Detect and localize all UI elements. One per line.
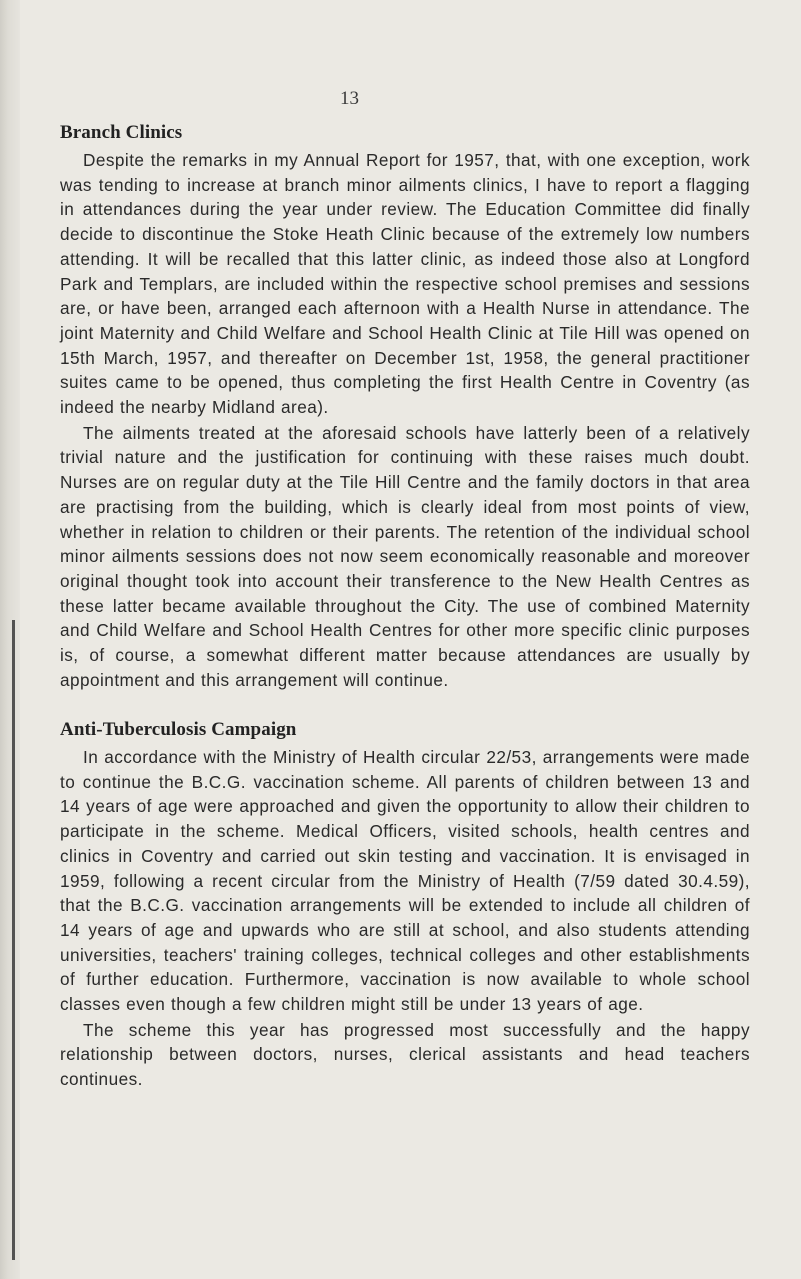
section-heading-anti-tuberculosis: Anti-Tuberculosis Campaign [60,719,297,740]
section-heading-branch-clinics: Branch Clinics [60,122,183,143]
paragraph: In accordance with the Ministry of Health circular 22/53, arrangements were made to continue the B.C.G. vaccination scheme. All parents of children between 13 and 14 years of age were approached and given the opportunity to allow their children to participate in the scheme. Medical Officers, visited schools, health centres and clinics in Coventry and carried out skin testing and vaccination. It is envisaged in 1959, following a recent circular from the Ministry of Health (7/59 dated 30.4.59), that the B.C.G. vaccination arrangements will be extended to include all children of 14 years of age and upwards who are still at school, and also students attending universities, teachers' training colleges, technical colleges and other establishments of further education. Furthermore, vaccination is now available to whole school classes even though a few children might still be under 13 years of age. [60,747,750,1015]
section-branch-clinics [60,148,750,692]
page-binding-edge [0,0,20,1279]
paragraph: The ailments treated at the aforesaid schools have latterly been of a relatively trivial nature and the justification for continuing with these raises much doubt. Nurses are on regular duty at the Tile Hill Centre and the family doctors in that area are practising from the building, which is clearly ideal from most points of view, whether in relation to children or their parents. The retention of the individual school minor ailments sessions does not now seem economically reasonable and moreover original thought took into account their transference to the New Health Centres as these latter became available throughout the City. The use of combined Maternity and Child Welfare and School Health Centres for other more specific clinic purposes is, of course, a somewhat different matter because attendances are usually by appointment and this arrangement will continue. [60,422,750,690]
paragraph: The scheme this year has progressed most successfully and the happy relationship between doctors, nurses, clerical assistants and head teachers continues. [60,1019,750,1090]
section-anti-tuberculosis [60,745,750,1092]
binding-shadow-line [12,620,15,1260]
page-number: 13 [340,88,359,109]
paragraph: Despite the remarks in my Annual Report for 1957, that, with one exception, work was tending to increase at branch minor ailments clinics, I have to report a flagging in attendances during the year under review. The Education Committee did finally decide to discontinue the Stoke Heath Clinic because of the extremely low numbers attending. It will be recalled that this latter clinic, as indeed those also at Longford Park and Templars, are included within the respective school premises and sessions are, or have been, arranged each afternoon with a Health Nurse in attendance. The joint Maternity and Child Welfare and School Health Clinic at Tile Hill was opened on 15th March, 1957, and thereafter on December 1st, 1958, the general practitioner suites came to be opened, thus completing the first Health Centre in Coventry (as indeed the nearby Midland area). [60,150,750,418]
